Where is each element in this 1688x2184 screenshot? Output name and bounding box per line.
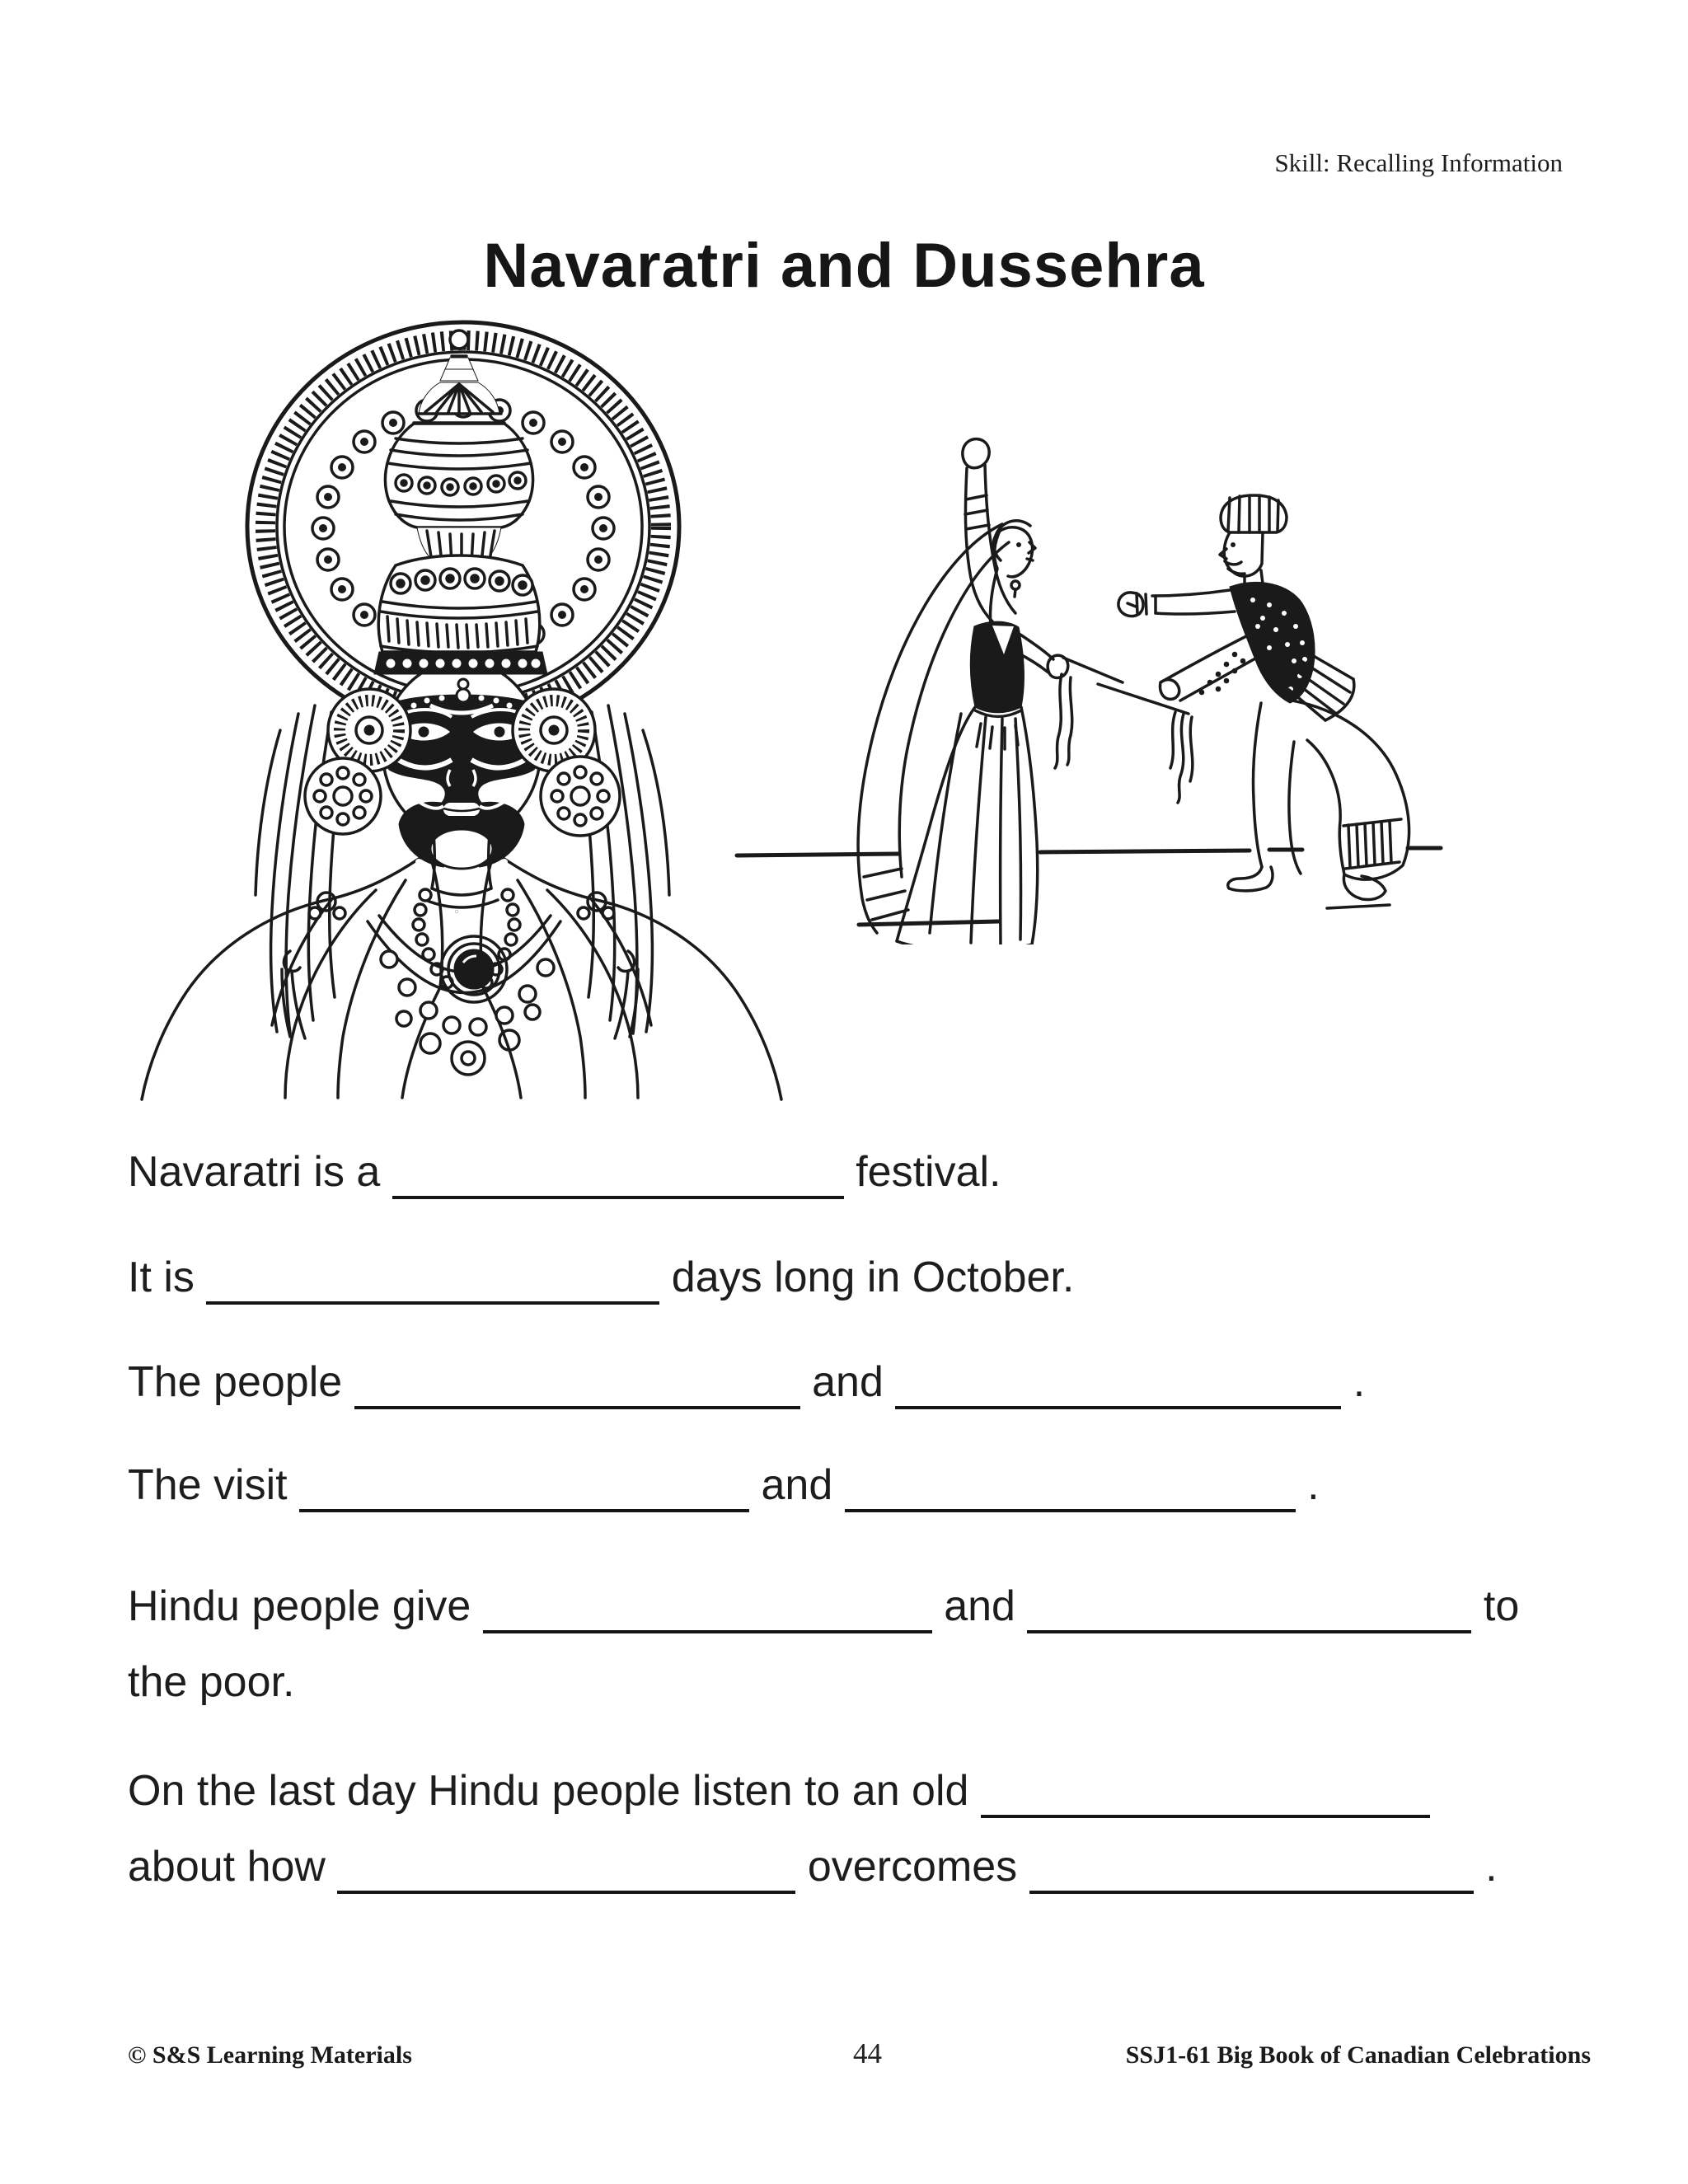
sentence-text: . (1295, 1461, 1320, 1509)
sentence-text: The people (128, 1358, 354, 1406)
sentence-text: and (799, 1358, 896, 1406)
fill-in-sentence (128, 1240, 1591, 1315)
sentence-text: Hindu people give (128, 1582, 483, 1630)
sentence-text: and (931, 1582, 1028, 1630)
sentence-text: It is (128, 1254, 207, 1301)
sentence-text: and (749, 1461, 845, 1509)
answer-blank (981, 1782, 1430, 1818)
sentence-text: On the last day Hindu people listen to an old (128, 1767, 981, 1815)
answer-blank (483, 1597, 932, 1633)
footer-page-number: 44 (853, 2037, 882, 2069)
kathakali-neck-and-necklaces (368, 834, 560, 1075)
fill-in-sentence (128, 1568, 1591, 1720)
page-footer (128, 2037, 1591, 2070)
sentence-text: . (1473, 1843, 1498, 1891)
sentence-text: overcomes (795, 1843, 1029, 1891)
woman-dancer (858, 439, 1123, 944)
sentence-text: about how (128, 1843, 338, 1891)
dandiya-dancers-illustration (725, 410, 1451, 944)
ground-line (737, 848, 1441, 925)
worksheet (128, 1134, 1591, 1933)
sentence-text: . (1341, 1358, 1366, 1406)
sentence-text: Navaratri is a (128, 1148, 392, 1196)
sentence-text: to (1471, 1582, 1520, 1630)
answer-blank (206, 1268, 659, 1305)
page-title: Navaratri and Dussehra (483, 230, 1205, 301)
answer-blank (845, 1476, 1296, 1512)
answer-blank (299, 1476, 749, 1512)
answer-blank (1029, 1858, 1474, 1894)
sentence-text: the poor. (128, 1658, 295, 1706)
answer-blank (1027, 1597, 1471, 1633)
man-dancer (1098, 495, 1409, 900)
footer-book-title: SSJ1-61 Big Book of Canadian Celebrations (1125, 2041, 1591, 2069)
kathakali-dancer-illustration (124, 318, 791, 1103)
answer-blank (895, 1373, 1341, 1409)
sentence-text: The visit (128, 1461, 300, 1509)
sentence-text: days long in October. (659, 1254, 1075, 1301)
fill-in-sentence (128, 1344, 1591, 1420)
fill-in-sentence (128, 1134, 1591, 1210)
kathakali-crown (374, 330, 547, 713)
skill-label: Skill: Recalling Information (1274, 148, 1563, 177)
fill-in-sentence (128, 1447, 1591, 1523)
answer-blank (354, 1373, 800, 1409)
fill-in-sentence (128, 1753, 1591, 1905)
answer-blank (392, 1163, 844, 1199)
answer-blank (337, 1858, 795, 1894)
sentence-text: festival. (843, 1148, 1001, 1196)
footer-publisher: © S&S Learning Materials (128, 2041, 412, 2069)
